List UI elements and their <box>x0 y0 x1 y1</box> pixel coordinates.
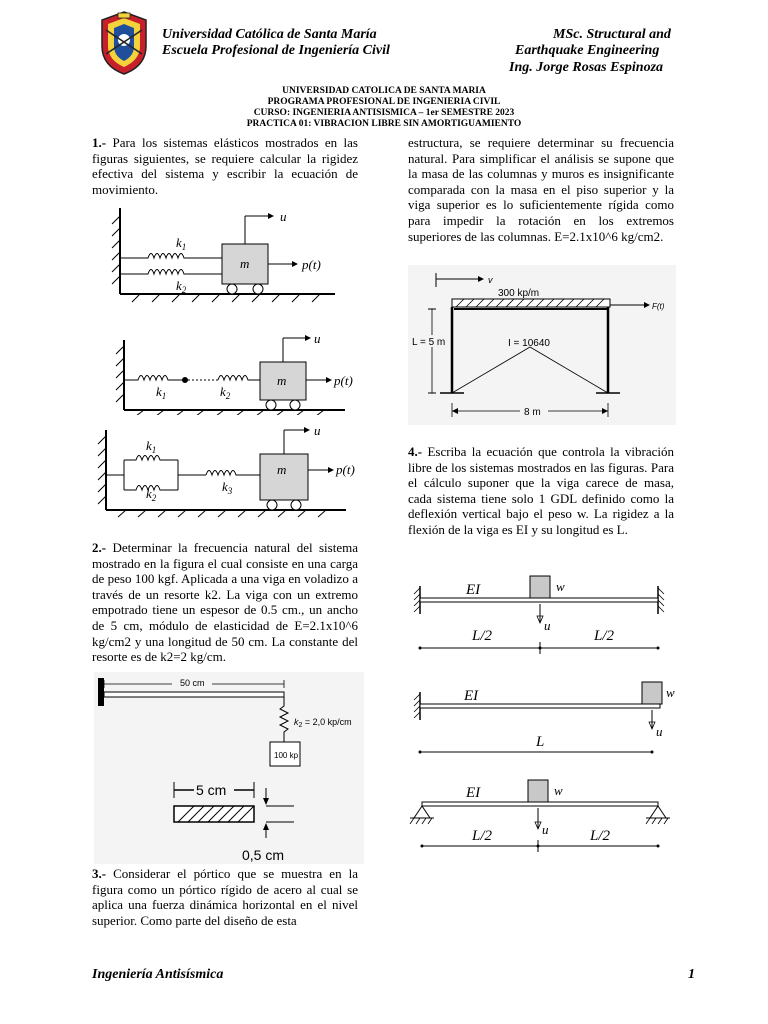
figure-3-portal-frame <box>408 265 676 425</box>
fig1c-u: u <box>314 423 321 438</box>
problem-2-number: 2.- <box>92 540 107 555</box>
fig1c-k3: $k_3$ <box>222 479 233 496</box>
fig1b-p: p(t) <box>334 373 353 388</box>
fig2-width: 5 cm <box>196 782 227 798</box>
fig1c-k2: $k_2$ <box>146 486 157 503</box>
figure-4a-fixed-fixed-beam <box>408 572 670 658</box>
fig4c-half-1: L/2 <box>472 828 493 844</box>
problem-4-text: 4.- Escriba la ecuación que controla la vibración libre de los sistemas mostrados en las figuras. Para el cálculo suponer que la viga carece de masa, cada sistema tiene solo 1 GDL definido como la deflexión vertical bajo el peso w. La rigidez a la flexión de la viga es EI y su longitud es L. <box>408 444 674 537</box>
fig1a-m: m <box>240 256 250 271</box>
fig3-load: 300 kp/m <box>498 288 540 299</box>
problem-3-text: 3.- Considerar el pórtico que se muestra en la figura como un pórtico rígido de acero al cual se aplica una fuerza dinámica horizontal en el nivel superior. Como parte del diseño de esta <box>92 866 358 928</box>
fig1b-u: u <box>314 331 321 346</box>
fig3-inertia: I = 10640 <box>508 338 550 349</box>
figure-2-cantilever-spring <box>94 672 364 864</box>
fig4b-ei: EI <box>464 688 479 704</box>
fig1a-p: p(t) <box>302 257 321 272</box>
fig4a-ei: EI <box>466 582 481 598</box>
problem-4-number: 4.- <box>408 444 423 459</box>
degree-line-2: Earthquake Engineering <box>515 43 660 58</box>
fig4c-ei: EI <box>466 785 481 801</box>
school-name: Escuela Profesional de Ingeniería Civil <box>162 43 390 58</box>
title-line-1: UNIVERSIDAD CATOLICA DE SANTA MARIA <box>282 86 486 96</box>
figure-4c-simply-supported-beam <box>408 776 670 856</box>
footer-course: Ingeniería Antisísmica <box>92 967 224 982</box>
problem-1-number: 1.- <box>92 135 107 150</box>
fig3-span: 8 m <box>524 407 541 418</box>
fig4a-w: w <box>556 579 565 594</box>
fig2-thickness: 0,5 cm <box>242 847 285 863</box>
title-line-4: PRACTICA 01: VIBRACION LIBRE SIN AMORTIGUAMIENTO <box>246 119 522 129</box>
fig4a-u: u <box>544 618 551 633</box>
fig1a-k1: $k_1$ <box>176 235 187 252</box>
figure-4b-cantilever-beam <box>408 678 678 760</box>
fig4c-w: w <box>554 783 563 798</box>
figure-1a-spring-mass <box>110 208 340 303</box>
fig1a-k2: $k_2$ <box>176 278 187 295</box>
fig1b-m: m <box>277 373 287 388</box>
fig2-length: 50 cm <box>180 678 205 688</box>
problem-3-number: 3.- <box>92 866 107 881</box>
degree-line-1: MSc. Structural and <box>553 27 671 42</box>
university-logo <box>96 10 152 76</box>
professor-name: Ing. Jorge Rosas Espinoza <box>509 60 664 75</box>
fig4b-u: u <box>656 724 663 739</box>
fig4a-half-1: L/2 <box>472 628 493 644</box>
footer-page-number: 1 <box>688 967 695 982</box>
fig2-spring: $k_2 = 2,0$ kp/cm <box>294 717 352 729</box>
fig2-mass: 100 kp <box>274 751 299 760</box>
fig1b-k1: $k_1$ <box>156 384 167 401</box>
fig4b-w: w <box>666 685 675 700</box>
fig4c-u: u <box>542 822 549 837</box>
fig1b-k2: $k_2$ <box>220 384 231 401</box>
fig3-force: F(t) <box>652 302 665 311</box>
fig1a-u: u <box>280 209 287 224</box>
fig3-height: L = 5 m <box>412 337 446 348</box>
fig4c-half-2: L/2 <box>590 828 611 844</box>
title-line-3: CURSO: INGENIERIA ANTISISMICA – 1er SEMESTRE 2023 <box>253 108 515 118</box>
fig3-v: v <box>488 275 493 285</box>
fig1c-m: m <box>277 462 287 477</box>
fig4a-half-2: L/2 <box>594 628 615 644</box>
university-name: Universidad Católica de Santa María <box>162 27 377 42</box>
problem-1-text: 1.- Para los sistemas elásticos mostrados en las figuras siguientes, se requiere calcular la rigidez efectiva del sistema y escribir la ecuación de movimiento. <box>92 135 358 197</box>
title-line-2: PROGRAMA PROFESIONAL DE INGENIERIA CIVIL <box>267 97 501 107</box>
problem-3-continued-text: estructura, se requiere determinar su frecuencia natural. Para simplificar el análisis se supone que la masa de las columnas y muros es insignificante comparada con la masa en el piso superior y la viga superior es lo suficientemente rígida como para impedir la rotación en los extremos superiores de las columnas. E=2.1x10^6 kg/cm2. <box>408 135 674 244</box>
fig4b-length: L <box>536 734 545 750</box>
figure-1b-springs-series <box>110 330 360 415</box>
problem-2-text: 2.- Determinar la frecuencia natural del sistema mostrado en la figura el cual consiste en una carga de peso 100 kgf. Aplicada a una viga en voladizo a través de un resorte k2. La viga con un extremo empotrado tiene un espesor de 0.5 cm., un ancho de 5 cm, módulo de elasticidad de E=2.1x10^6 kg/cm2 y una longitud de 50 cm. La constante del resorte es de k2=2 kg/cm. <box>92 540 358 665</box>
figure-1c-springs-combined <box>96 418 360 518</box>
fig1c-p: p(t) <box>336 462 355 477</box>
fig1c-k1: $k_1$ <box>146 438 157 455</box>
